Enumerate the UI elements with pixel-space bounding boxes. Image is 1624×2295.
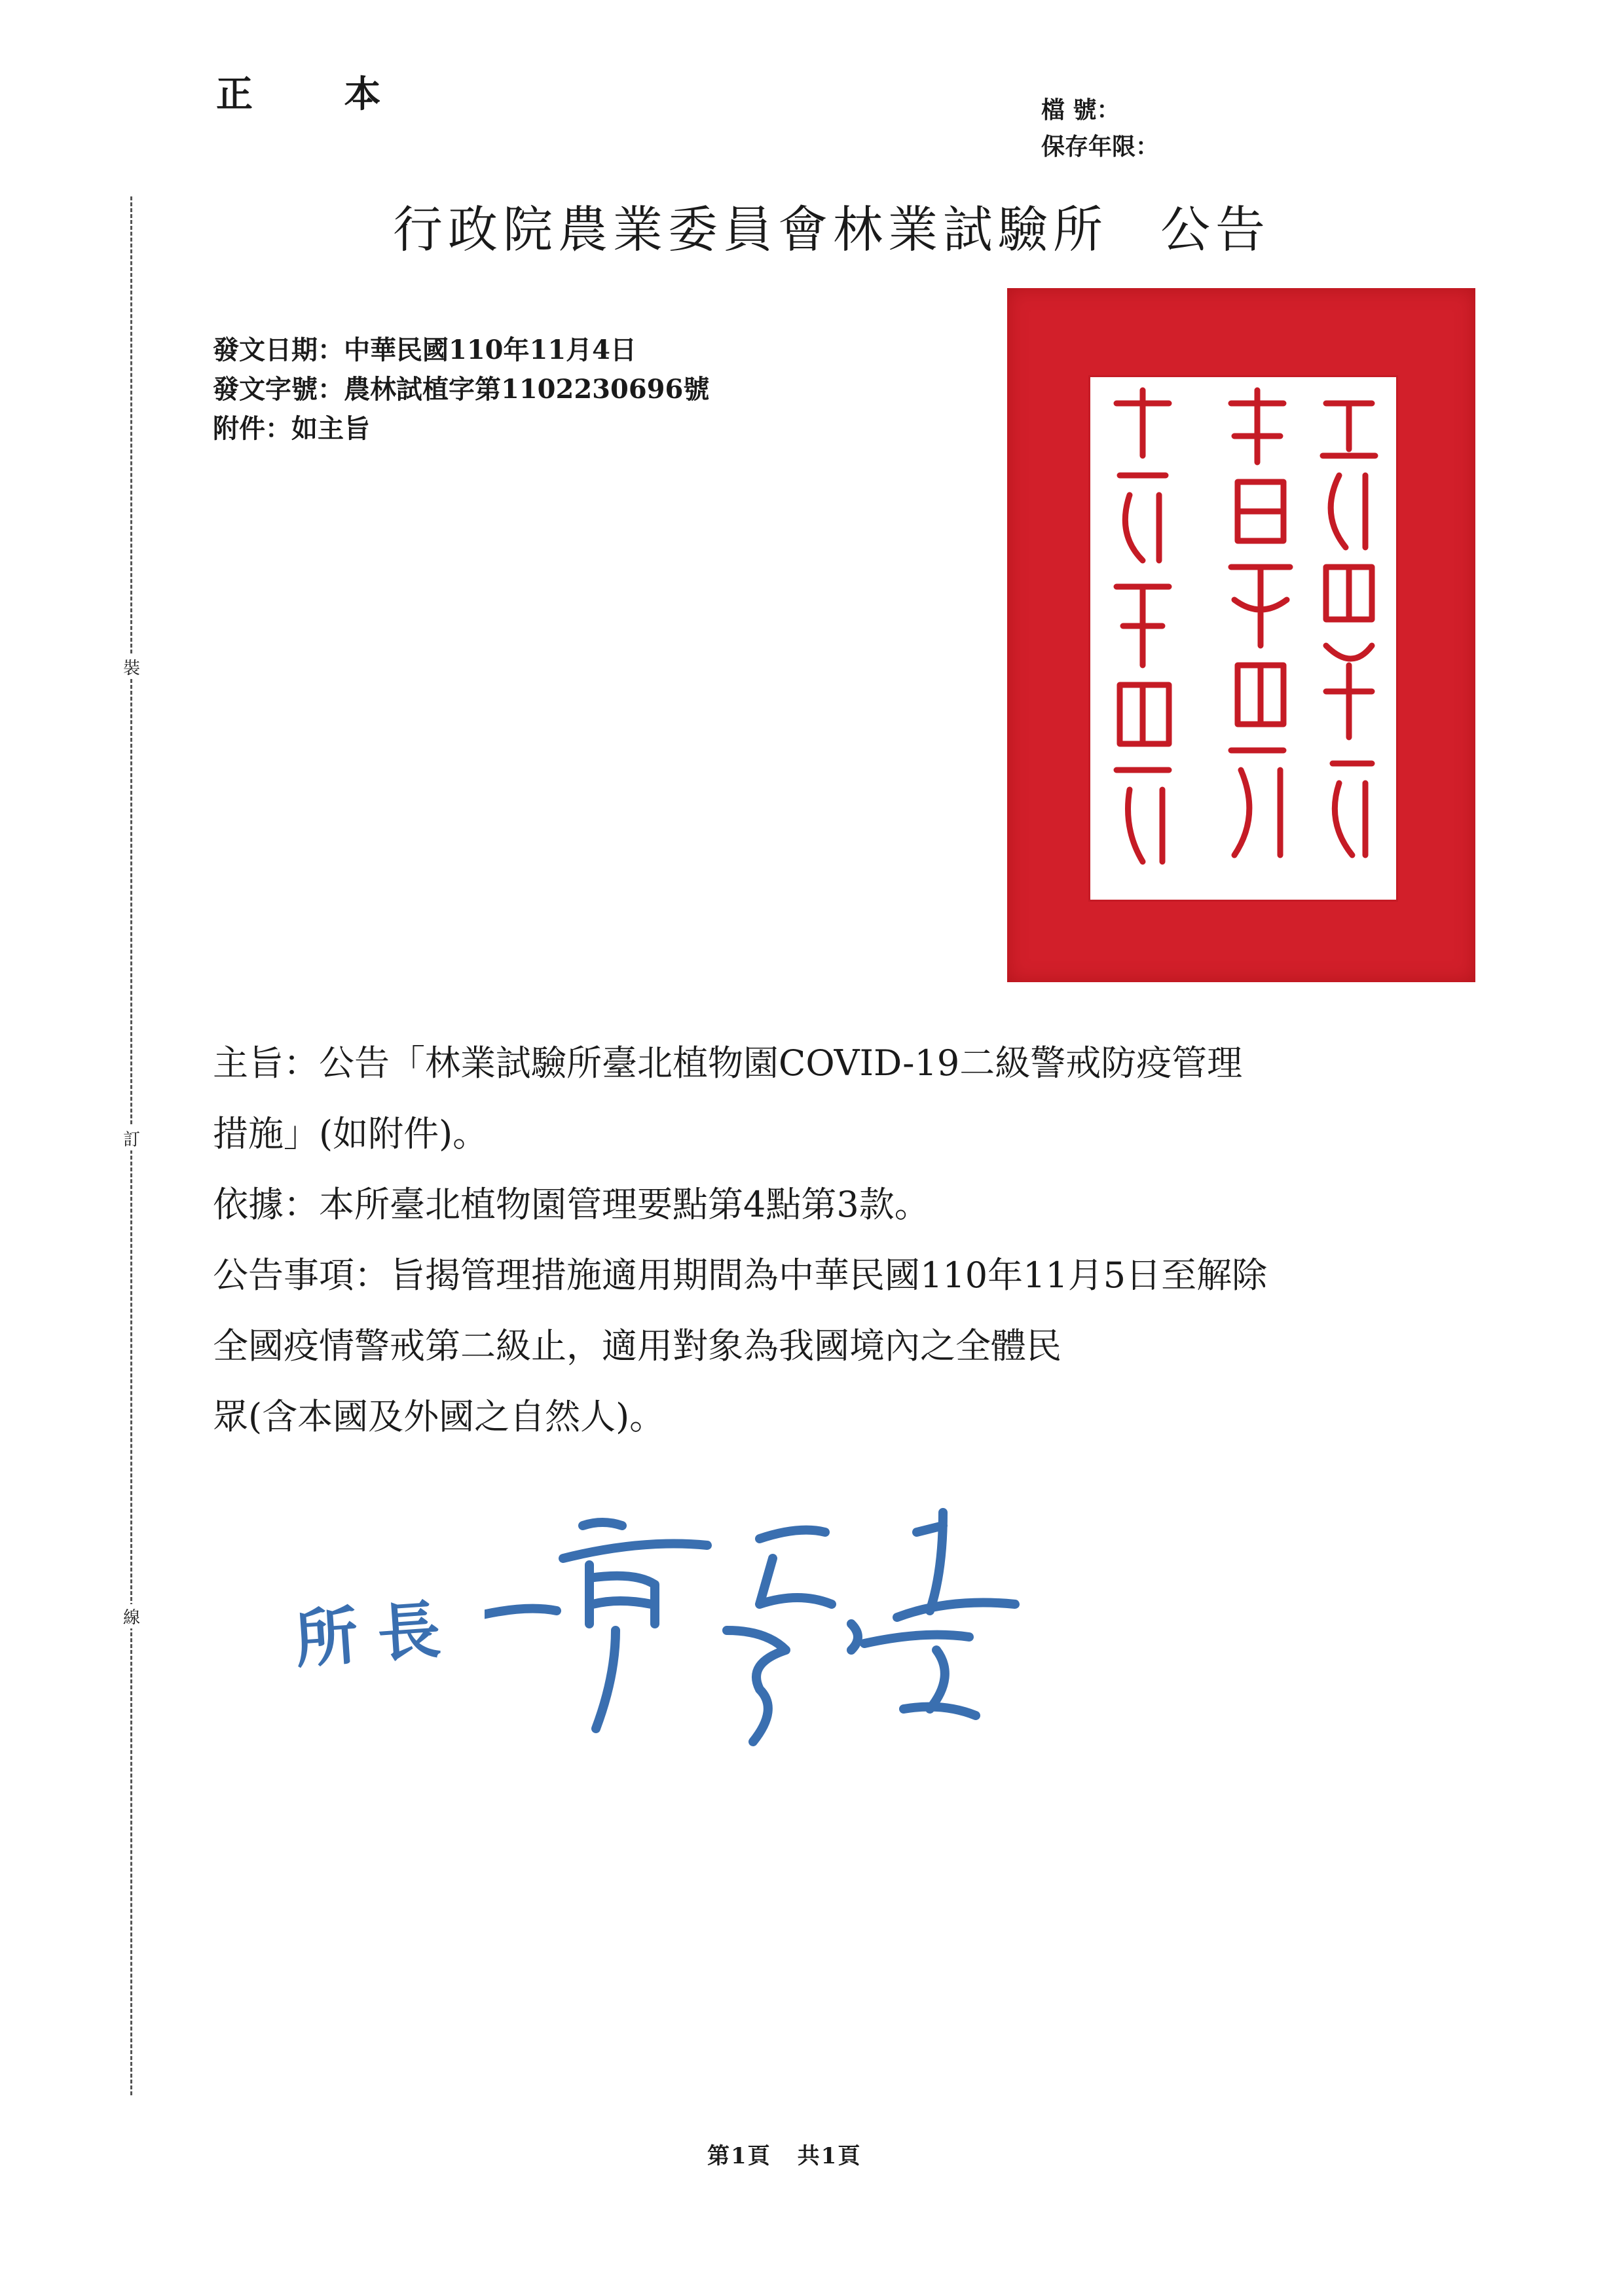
handwritten-signature bbox=[485, 1486, 1048, 1761]
page-footer bbox=[707, 2138, 887, 2170]
signatory-title: 所長 bbox=[292, 1592, 463, 1677]
binding-mark-xian: 線 bbox=[122, 1604, 141, 1628]
binding-mark-zhuang: 裝 bbox=[122, 655, 141, 679]
binding-margin bbox=[124, 196, 138, 2095]
document-title bbox=[393, 190, 1270, 261]
basis-line bbox=[213, 1169, 1444, 1240]
file-number-label: 檔 號： bbox=[1041, 96, 1120, 124]
basis-text: 本所臺北植物園管理要點第4點第3款。 bbox=[319, 1184, 930, 1225]
seal-script-glyphs bbox=[1090, 377, 1396, 900]
notice-label: 公告事項： bbox=[213, 1255, 390, 1296]
document-number: 發文字號：農林試植字第1102230696號 bbox=[213, 374, 710, 405]
original-copy-mark: 正 本 bbox=[216, 73, 420, 116]
notice-line-3 bbox=[213, 1382, 1444, 1452]
subject-line-1 bbox=[213, 1028, 1444, 1099]
agency-name: 行政院農業委員會林業試驗所 bbox=[393, 200, 1108, 259]
notice-text-1: 旨揭管理措施適用期間為中華民國110年11月5日至解除 bbox=[390, 1255, 1268, 1296]
issue-date: 發文日期：中華民國110年11月4日 bbox=[213, 335, 637, 365]
basis-label: 依據： bbox=[213, 1184, 319, 1225]
binding-mark-ding: 訂 bbox=[122, 1126, 141, 1150]
page-total: 共1頁 bbox=[797, 2143, 862, 2169]
subject-text-2: 措施」(如附件)。 bbox=[213, 1113, 489, 1154]
notice-text-3: 眾(含本國及外國之自然人)。 bbox=[213, 1396, 665, 1437]
notice-line-2 bbox=[213, 1311, 1444, 1382]
document-body bbox=[213, 1028, 1444, 1452]
seal-inner-panel bbox=[1088, 375, 1398, 902]
file-meta bbox=[1041, 92, 1159, 165]
page-number: 第1頁 bbox=[707, 2143, 771, 2169]
notice-line-1 bbox=[213, 1240, 1444, 1311]
subject-text-1: 公告「林業試驗所臺北植物園COVID-19二級警戒防疫管理 bbox=[319, 1042, 1243, 1084]
subject-label: 主旨： bbox=[213, 1042, 319, 1084]
attachment-note: 附件：如主旨 bbox=[213, 413, 370, 444]
doc-type: 公告 bbox=[1160, 200, 1270, 259]
subject-line-2 bbox=[213, 1099, 1444, 1169]
retention-label: 保存年限： bbox=[1041, 133, 1160, 160]
notice-text-2: 全國疫情警戒第二級止，適用對象為我國境內之全體民 bbox=[213, 1325, 1061, 1367]
document-meta bbox=[213, 331, 709, 449]
official-seal-stamp bbox=[1007, 288, 1475, 982]
